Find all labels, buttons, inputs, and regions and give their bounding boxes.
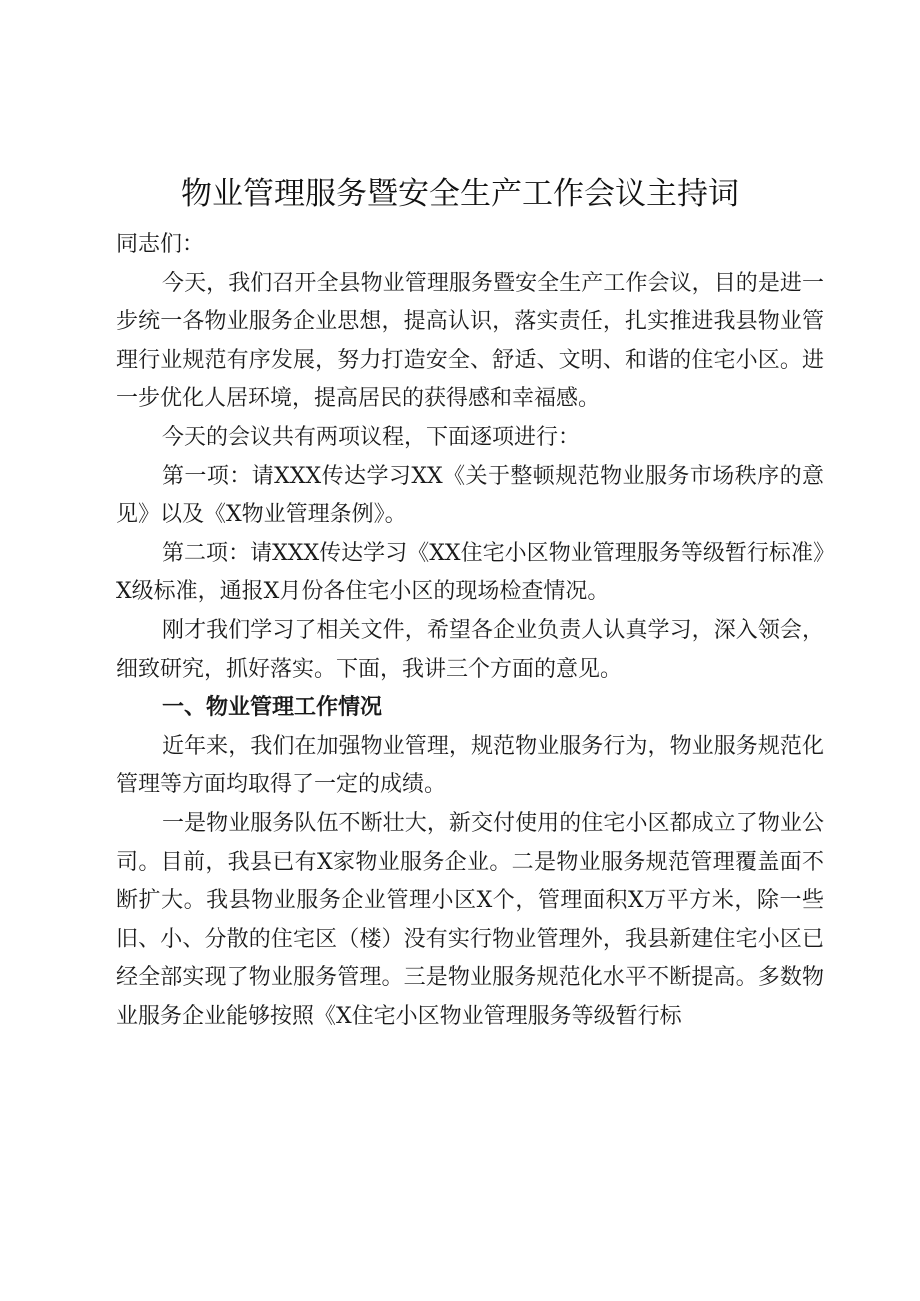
section-heading: 一、物业管理工作情况 — [162, 695, 383, 721]
paragraph-agenda-item-1: 第一项：请XXX传达学习XX《关于整顿规范物业服务市场秩序的意见》以及《X物业管理条例》。 — [116, 463, 824, 528]
document-title: 物业管理服务暨安全生产工作会议主持词 — [181, 176, 739, 212]
greeting: 同志们： — [116, 232, 205, 257]
paragraph-agenda-intro: 今天的会议共有两项议程，下面逐项进行： — [162, 424, 581, 450]
paragraph-opening: 今天，我们召开全县物业管理服务暨安全生产工作会议，目的是进一步统一各物业服务企业思想，提高认识，落实责任，扎实推进我县物业管理行业规范有序发展，努力打造安全、舒适、文明、和谐的住宅小区。进一步优化人居环境，提高居民的获得感和幸福感。 — [116, 270, 824, 412]
section-paragraph-intro: 近年来，我们在加强物业管理，规范物业服务行为，物业服务规范化管理等方面均取得了一定的成绩。 — [116, 733, 824, 798]
document-body — [116, 226, 824, 1036]
paragraph-transition: 刚才我们学习了相关文件，希望各企业负责人认真学习，深入领会，细致研究，抓好落实。下面，我讲三个方面的意见。 — [116, 617, 824, 682]
section-paragraph-details: 一是物业服务队伍不断壮大，新交付使用的住宅小区都成立了物业公司。目前，我县已有X家物业服务企业。二是物业服务规范管理覆盖面不断扩大。我县物业服务企业管理小区X个，管理面积X万平方米，除一些旧、小、分散的住宅区（楼）没有实行物业管理外，我县新建住宅小区已经全部实现了物业服务管理。三是物业服务规范化水平不断提高。多数物业服务企业能够按照《X住宅小区物业管理服务等级暂行标 — [116, 810, 824, 1029]
paragraph-agenda-item-2: 第二项：请XXX传达学习《XX住宅小区物业管理服务等级暂行标准》X级标准，通报X月份各住宅小区的现场检查情况。 — [116, 540, 824, 605]
